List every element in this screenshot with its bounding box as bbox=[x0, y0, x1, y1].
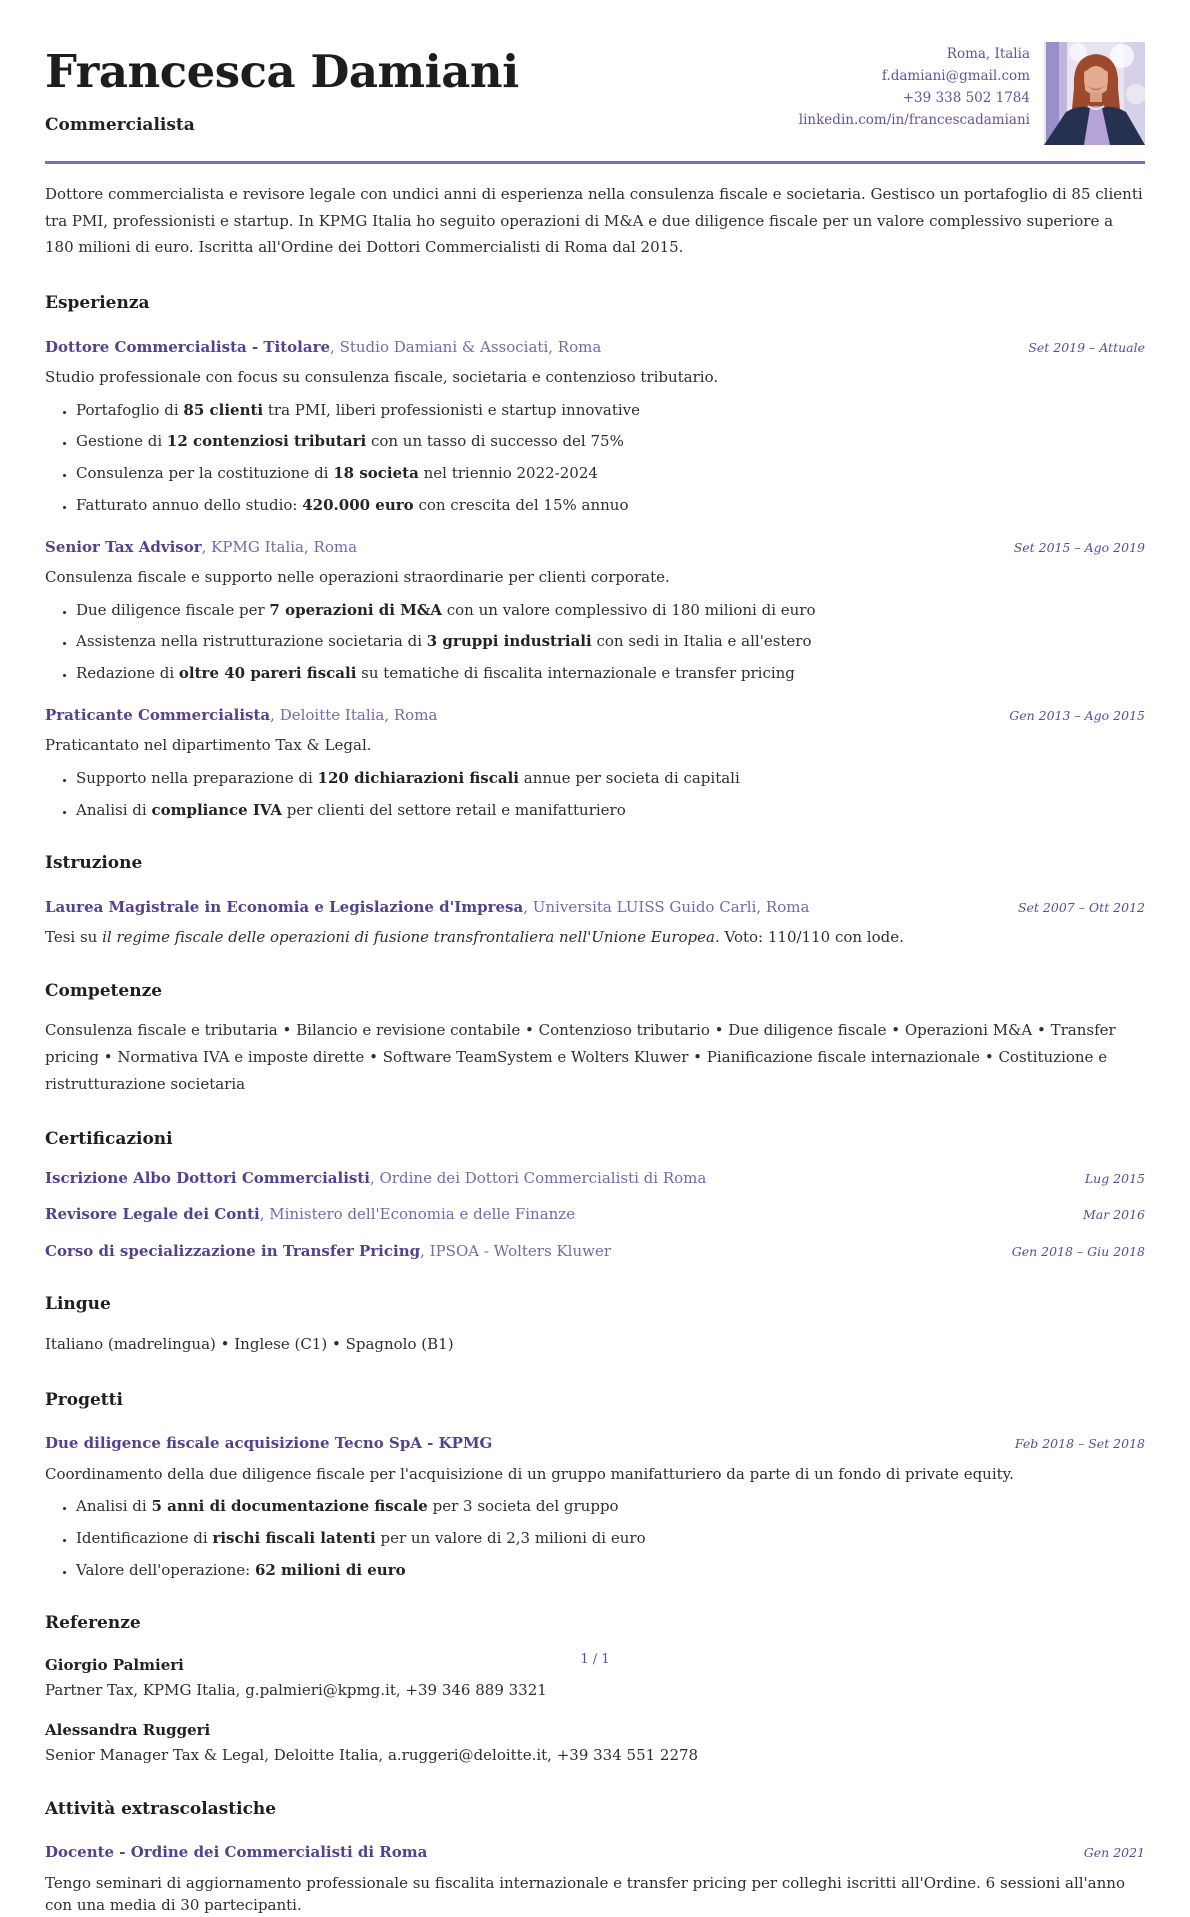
project-date: Feb 2018 – Set 2018 bbox=[1014, 1436, 1145, 1452]
certification-date: Lug 2015 bbox=[1084, 1170, 1145, 1186]
section-activities bbox=[45, 1797, 1145, 1917]
bullet-item: • Consulenza per la costituzione di 18 societa nel triennio 2022-2024 bbox=[76, 463, 1145, 485]
entry-company: , KPMG Italia, Roma bbox=[201, 537, 358, 556]
reference-detail: Senior Manager Tax & Legal, Deloitte Italia, a.ruggeri@deloitte.it, +39 334 551 2278 bbox=[45, 1746, 699, 1765]
activity-title: Docente - Ordine dei Commercialisti di Roma bbox=[45, 1843, 428, 1862]
certification-row bbox=[45, 1203, 1145, 1226]
bullet-item: • Portafoglio di 85 clienti tra PMI, liberi professionisti e startup innovative bbox=[76, 400, 1145, 422]
certification-issuer: , IPSOA - Wolters Kluwer bbox=[420, 1241, 611, 1260]
entry-head bbox=[45, 336, 1145, 359]
section-languages bbox=[45, 1292, 1145, 1357]
section-education bbox=[45, 851, 1145, 949]
entry-title-line bbox=[45, 336, 601, 359]
entry-date: Set 2007 – Ott 2012 bbox=[1017, 899, 1145, 915]
reference-detail: Partner Tax, KPMG Italia, g.palmieri@kpmg.it, +39 346 889 3321 bbox=[45, 1681, 547, 1700]
languages-heading: Lingue bbox=[45, 1294, 111, 1315]
reference-name: Giorgio Palmieri bbox=[45, 1655, 184, 1674]
entry-head bbox=[45, 536, 1145, 559]
person-name: Francesca Damiani bbox=[45, 45, 519, 98]
entry-date: Gen 2013 – Ago 2015 bbox=[1009, 707, 1145, 723]
section-references bbox=[45, 1611, 1145, 1767]
certification-title-line bbox=[45, 1240, 611, 1263]
entry-title-line bbox=[45, 1841, 427, 1864]
entry-title: Praticante Commercialista bbox=[45, 705, 271, 724]
entry-head bbox=[45, 896, 1145, 919]
skills-heading: Competenze bbox=[45, 980, 163, 1001]
languages-list: Italiano (madrelingua) • Inglese (C1) • Spagnolo (B1) bbox=[45, 1334, 454, 1353]
summary-paragraph: Dottore commercialista e revisore legale con undici anni di esperienza nella consulenza fiscale e societaria. Gestisco un portafoglio di 85 clienti tra PMI, professionisti e startup. In KPMG Italia ho seguito operazioni di M&A e due diligence fiscale per un valore complessivo superiore a 180 milioni di euro. Iscritta all'Ordine dei Dottori Commercialisti di Roma dal 2015. bbox=[45, 185, 1143, 257]
contact-linkedin: linkedin.com/in/francescadamiani bbox=[798, 111, 1030, 128]
entry-head bbox=[45, 1841, 1145, 1864]
degree-title: Laurea Magistrale in Economia e Legislazione d'Impresa bbox=[45, 897, 524, 916]
section-projects bbox=[45, 1388, 1145, 1582]
bullet-item: • Valore dell'operazione: 62 milioni di euro bbox=[76, 1560, 1145, 1582]
projects-heading: Progetti bbox=[45, 1389, 123, 1410]
bullet-item: • Analisi di 5 anni di documentazione fiscale per 3 societa del gruppo bbox=[76, 1496, 1145, 1518]
bullet-item: • Redazione di oltre 40 pareri fiscali su tematiche di fiscalita internazionale e transfer pricing bbox=[76, 663, 1145, 685]
project-bullets bbox=[45, 1496, 1145, 1581]
contact-block bbox=[799, 42, 1030, 131]
project-entry bbox=[45, 1432, 1145, 1581]
bullet-item: • Identificazione di rischi fiscali latenti per un valore di 2,3 milioni di euro bbox=[76, 1528, 1145, 1550]
education-entry bbox=[45, 896, 1145, 949]
section-skills bbox=[45, 979, 1145, 1098]
certification-title: Corso di specializzazione in Transfer Pricing bbox=[45, 1241, 421, 1260]
bullet-item: • Assistenza nella ristrutturazione societaria di 3 gruppi industriali con sedi in Italia e all'estero bbox=[76, 631, 1145, 653]
entry-company: , Studio Damiani & Associati, Roma bbox=[330, 337, 602, 356]
project-title: Due diligence fiscale acquisizione Tecno SpA - KPMG bbox=[45, 1434, 493, 1453]
section-certifications bbox=[45, 1127, 1145, 1262]
header-divider bbox=[45, 161, 1145, 164]
entry-title-line bbox=[45, 536, 357, 559]
entry-head bbox=[45, 704, 1145, 727]
certification-date: Mar 2016 bbox=[1082, 1207, 1145, 1223]
education-heading: Istruzione bbox=[45, 853, 143, 874]
reference-entry bbox=[45, 1719, 1145, 1767]
experience-entry bbox=[45, 336, 1145, 517]
entry-description: Consulenza fiscale e supporto nelle operazioni straordinarie per clienti corporate. bbox=[45, 568, 670, 587]
experience-entry bbox=[45, 536, 1145, 685]
contact-email: f.damiani@gmail.com bbox=[881, 67, 1030, 84]
certification-title: Revisore Legale dei Conti bbox=[45, 1205, 260, 1224]
certification-issuer: , Ministero dell'Economia e delle Finanze bbox=[259, 1205, 576, 1224]
bullet-item: • Due diligence fiscale per 7 operazioni di M&A con un valore complessivo di 180 milioni di euro bbox=[76, 600, 1145, 622]
entry-head bbox=[45, 1432, 1145, 1455]
bullet-item: • Gestione di 12 contenziosi tributari con un tasso di successo del 75% bbox=[76, 431, 1145, 453]
activity-entry bbox=[45, 1841, 1145, 1917]
certification-issuer: , Ordine dei Dottori Commercialisti di Roma bbox=[370, 1168, 707, 1187]
entry-description: Studio professionale con focus su consulenza fiscale, societaria e contenzioso tributario. bbox=[45, 368, 719, 387]
section-experience bbox=[45, 291, 1145, 821]
contact-phone: +39 338 502 1784 bbox=[902, 89, 1030, 106]
experience-entry bbox=[45, 704, 1145, 822]
project-description: Coordinamento della due diligence fiscale per l'acquisizione di un gruppo manifatturiero da parte di un fondo di private equity. bbox=[45, 1464, 1014, 1483]
contact-location: Roma, Italia bbox=[946, 46, 1030, 62]
header bbox=[45, 38, 1145, 145]
entry-title-line bbox=[45, 1432, 492, 1455]
entry-bullets bbox=[45, 400, 1145, 517]
activity-date: Gen 2021 bbox=[1083, 1845, 1145, 1861]
entry-title-line bbox=[45, 704, 437, 727]
entry-description: Praticantato nel dipartimento Tax & Legal. bbox=[45, 736, 372, 755]
certification-row bbox=[45, 1167, 1145, 1190]
entry-date: Set 2015 – Ago 2019 bbox=[1013, 539, 1145, 555]
entry-date: Set 2019 – Attuale bbox=[1028, 339, 1145, 355]
reference-name: Alessandra Ruggeri bbox=[45, 1720, 211, 1739]
experience-heading: Esperienza bbox=[45, 293, 150, 314]
header-contact-area bbox=[799, 38, 1145, 145]
person-job-title: Commercialista bbox=[45, 114, 195, 135]
entry-title: Senior Tax Advisor bbox=[45, 537, 202, 556]
certifications-heading: Certificazioni bbox=[45, 1129, 173, 1150]
header-identity bbox=[45, 38, 519, 138]
school-name: , Universita LUISS Guido Carli, Roma bbox=[523, 897, 810, 916]
certification-title: Iscrizione Albo Dottori Commercialisti bbox=[45, 1168, 370, 1187]
bullet-item: • Analisi di compliance IVA per clienti del settore retail e manifatturiero bbox=[76, 800, 1145, 822]
references-heading: Referenze bbox=[45, 1613, 141, 1634]
bullet-item: • Supporto nella preparazione di 120 dichiarazioni fiscali annue per societa di capitali bbox=[76, 768, 1145, 790]
entry-bullets bbox=[45, 768, 1145, 822]
certification-title-line bbox=[45, 1167, 706, 1190]
entry-bullets bbox=[45, 600, 1145, 685]
bullet-item: • Fatturato annuo dello studio: 420.000 euro con crescita del 15% annuo bbox=[76, 495, 1145, 517]
entry-company: , Deloitte Italia, Roma bbox=[270, 705, 438, 724]
skills-list: Consulenza fiscale e tributaria • Bilancio e revisione contabile • Contenzioso tributario • Due diligence fiscale • Operazioni M&A • Transfer pricing • Normativa IVA e imposte dirette • Software TeamSystem e Wolters Kluwer • Pianificazione fiscale internazionale • Costituzione e ristrutturazione societaria bbox=[45, 1021, 1116, 1093]
certification-date: Gen 2018 – Giu 2018 bbox=[1011, 1243, 1145, 1259]
activity-description: Tengo seminari di aggiornamento professionale su fiscalita internazionale e transfer pricing per colleghi iscritti all'Ordine. 6 sessioni all'anno con una media di 30 partecipanti. bbox=[45, 1873, 1125, 1915]
certification-row bbox=[45, 1240, 1145, 1263]
page-indicator: 1 / 1 bbox=[580, 1651, 610, 1667]
certification-title-line bbox=[45, 1203, 575, 1226]
entry-title: Dottore Commercialista - Titolare bbox=[45, 337, 331, 356]
activities-heading: Attività extrascolastiche bbox=[45, 1798, 277, 1819]
entry-title-line bbox=[45, 896, 809, 919]
profile-photo bbox=[1044, 42, 1145, 145]
thesis-note: Tesi su il regime fiscale delle operazioni di fusione transfrontaliera nell'Unione Europea. Voto: 110/110 con lode. bbox=[45, 928, 904, 947]
